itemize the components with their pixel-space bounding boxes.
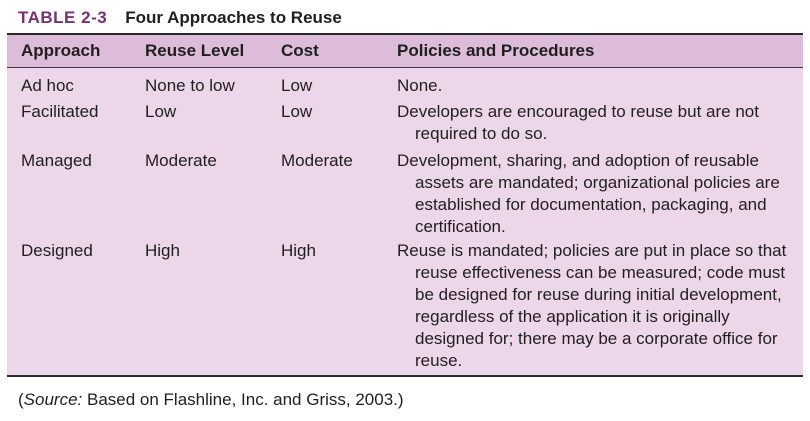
source-text: Based on Flashline, Inc. and Griss, 2003.)	[82, 390, 404, 409]
cell-reuse-level: Moderate	[145, 151, 217, 170]
cell-cost: Low	[281, 102, 313, 121]
header-reuse-level: Reuse Level	[145, 41, 245, 60]
cell-approach: Managed	[21, 151, 92, 170]
cell-reuse-level: Low	[145, 102, 177, 121]
cell-policies: Reuse is mandated; policies are put in place so that reuse effectiveness can be measured; code must be designed for reuse during initial development, regardless of the application it is originally designed for; there may be a corporate office for reuse.	[397, 241, 787, 370]
reuse-table	[7, 33, 803, 377]
table-number: TABLE 2-3	[18, 8, 108, 27]
source-note	[18, 389, 404, 411]
header-policies: Policies and Procedures	[397, 41, 595, 60]
cell-cost: High	[281, 241, 316, 260]
cell-policies: Developers are encouraged to reuse but are not required to do so.	[397, 102, 759, 143]
cell-reuse-level: None to low	[145, 76, 235, 95]
cell-approach: Designed	[21, 241, 93, 260]
source-open-paren: (	[18, 390, 24, 409]
cell-policies: Development, sharing, and adoption of reusable assets are mandated; organizational policies are established for documentation, packaging, and certification.	[397, 151, 780, 236]
cell-approach: Ad hoc	[21, 76, 74, 95]
cell-cost: Low	[281, 76, 313, 95]
header-cost: Cost	[281, 41, 319, 60]
cell-cost: Moderate	[281, 151, 353, 170]
table-title: Four Approaches to Reuse	[125, 8, 342, 27]
cell-reuse-level: High	[145, 241, 180, 260]
cell-policies: None.	[397, 76, 443, 95]
cell-approach: Facilitated	[21, 102, 99, 121]
source-label: Source:	[23, 390, 83, 409]
header-approach: Approach	[21, 41, 101, 60]
table-header-row	[7, 35, 803, 68]
table-caption	[18, 7, 342, 29]
